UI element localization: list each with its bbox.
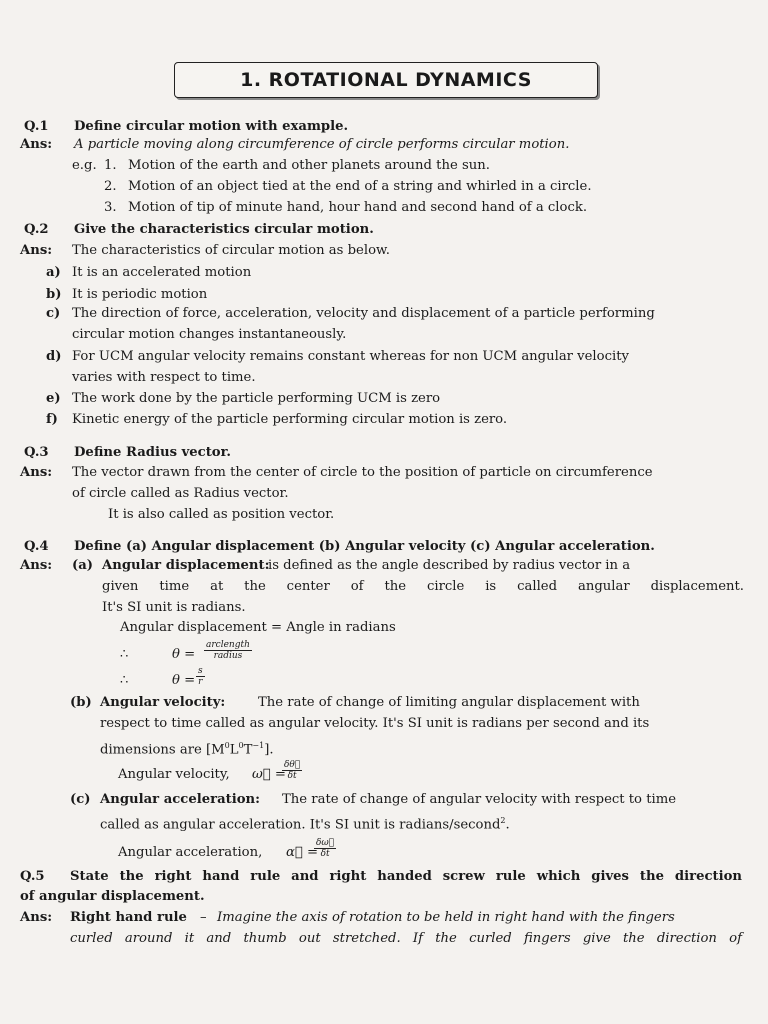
fraction-denominator: δt	[320, 849, 330, 859]
q4b-term: Angular velocity:	[100, 695, 226, 710]
q4a-formula: Angular displacement = Angle in radians	[120, 620, 396, 635]
dim-sup: 0	[238, 741, 244, 750]
q3-answer-line: It is also called as position vector.	[108, 507, 335, 522]
q5-dash: –	[200, 910, 207, 925]
alpha-equals: α⃗ =	[286, 845, 319, 860]
q2-item-text: varies with respect to time.	[72, 370, 256, 385]
q4c-key: (c)	[70, 792, 91, 807]
fraction-numerator: δθ⃗	[284, 760, 301, 770]
q2-ans-label: Ans:	[20, 243, 53, 258]
q4-ans-label: Ans:	[20, 558, 53, 573]
q5-question-line2: of angular displacement.	[20, 889, 205, 904]
therefore-symbol: ∴	[120, 673, 129, 688]
q3-question: Define Radius vector.	[74, 445, 231, 460]
q2-item-text: The direction of force, acceleration, velocity and displacement of a particle performing	[72, 306, 655, 321]
q3-label: Q.3	[24, 445, 49, 460]
q4b-formula-label: Angular velocity,	[118, 767, 230, 782]
therefore-symbol: ∴	[120, 647, 129, 662]
q4a-line3: It's SI unit is radians.	[102, 600, 246, 615]
q2-item-text: For UCM angular velocity remains constant whereas for non UCM angular velocity	[72, 349, 629, 364]
dim-sup: −1	[252, 741, 265, 750]
fraction-omega	[282, 760, 302, 781]
omega-equals: ω⃗ =	[252, 767, 286, 782]
q4c-line2-end: .	[505, 817, 510, 833]
q2-item-text: It is an accelerated motion	[72, 265, 252, 280]
fraction-denominator: radius	[213, 651, 243, 661]
fraction-s-r	[196, 666, 205, 687]
q2-label: Q.2	[24, 222, 49, 237]
dim-text: ].	[264, 742, 274, 758]
q4c-formula-label: Angular acceleration,	[118, 845, 263, 860]
q2-item-text: It is periodic motion	[72, 287, 208, 302]
chapter-title: 1. ROTATIONAL DYNAMICS	[174, 62, 598, 98]
q1-example-text: Motion of an object tied at the end of a string and whirled in a circle.	[128, 179, 592, 194]
q4a-term: Angular displacement:	[102, 558, 270, 573]
q1-label: Q.1	[24, 119, 49, 134]
q4c-line2-text: called as angular acceleration. It's SI unit is radians/second	[100, 817, 501, 833]
q2-item-key: a)	[46, 265, 61, 280]
q2-question: Give the characteristics circular motion.	[74, 222, 374, 237]
q1-question: Define circular motion with example.	[74, 119, 349, 134]
q4-question: Define (a) Angular displacement (b) Angular velocity (c) Angular acceleration.	[74, 539, 655, 554]
q3-answer-line: The vector drawn from the center of circle to the position of particle on circumference	[72, 465, 653, 480]
dim-text: dimensions are [M	[100, 742, 225, 758]
q2-item-key: e)	[46, 391, 61, 406]
q1-example-text: Motion of the earth and other planets around the sun.	[128, 158, 490, 173]
q4-label: Q.4	[24, 539, 49, 554]
dim-text: T	[243, 742, 253, 758]
q2-item-key: b)	[46, 287, 62, 302]
q2-item-text: circular motion changes instantaneously.	[72, 327, 347, 342]
q1-example-text: Motion of tip of minute hand, hour hand and second hand of a clock.	[128, 200, 588, 215]
fraction-denominator: r	[198, 677, 203, 687]
q4a-line1: is defined as the angle described by radius vector in a	[268, 558, 631, 573]
q2-item-text: Kinetic energy of the particle performing circular motion is zero.	[72, 412, 508, 427]
theta-equals: θ =	[172, 673, 196, 688]
q2-item-key: f)	[46, 412, 58, 427]
fraction-alpha	[314, 838, 336, 859]
fraction-denominator: δt	[287, 771, 297, 781]
unit-sup: 2	[500, 816, 506, 825]
q1-eg: e.g.	[72, 158, 97, 173]
q2-intro: The characteristics of circular motion as below.	[72, 243, 390, 258]
theta-equals: θ =	[172, 647, 196, 662]
q4b-line2: respect to time called as angular velocity. It's SI unit is radians per second and its	[100, 716, 650, 731]
q1-example-num: 1.	[104, 158, 117, 173]
q2-item-text: The work done by the particle performing UCM is zero	[72, 391, 441, 406]
fraction-arclength-radius	[204, 640, 252, 661]
q1-example-num: 3.	[104, 200, 117, 215]
q3-answer-line: of circle called as Radius vector.	[72, 486, 289, 501]
q5-question-line1: State the right hand rule and right handed screw rule which gives the direction	[70, 869, 742, 884]
q4b-dimensions	[100, 737, 274, 759]
q5-ans-label: Ans:	[20, 910, 53, 925]
q4b-line1: The rate of change of limiting angular displacement with	[258, 695, 640, 710]
q5-label: Q.5	[20, 869, 45, 884]
fraction-numerator: arclength	[206, 640, 250, 650]
q1-example-num: 2.	[104, 179, 117, 194]
q4c-line2	[100, 812, 510, 834]
q4c-line1: The rate of change of angular velocity with respect to time	[282, 792, 677, 807]
fraction-numerator: δω⃗	[316, 838, 335, 848]
q3-ans-label: Ans:	[20, 465, 53, 480]
q5-term: Right hand rule	[70, 910, 187, 925]
dim-text: L	[229, 742, 239, 758]
q5-line1: Imagine the axis of rotation to be held in right hand with the fingers	[217, 910, 675, 925]
q4c-term: Angular acceleration:	[100, 792, 260, 807]
q4b-key: (b)	[70, 695, 92, 710]
q1-ans-label: Ans:	[20, 137, 53, 152]
q4a-key: (a)	[72, 558, 94, 573]
q4a-line2: given time at the center of the circle is called angular displacement.	[102, 579, 744, 594]
dim-sup: 0	[224, 741, 230, 750]
q2-item-key: d)	[46, 349, 62, 364]
q2-item-key: c)	[46, 306, 61, 321]
q5-line2: curled around it and thumb out stretched. If the curled fingers give the direction of	[70, 931, 742, 946]
q1-answer: A particle moving along circumference of circle performs circular motion.	[74, 137, 570, 152]
fraction-numerator: s	[198, 666, 203, 676]
